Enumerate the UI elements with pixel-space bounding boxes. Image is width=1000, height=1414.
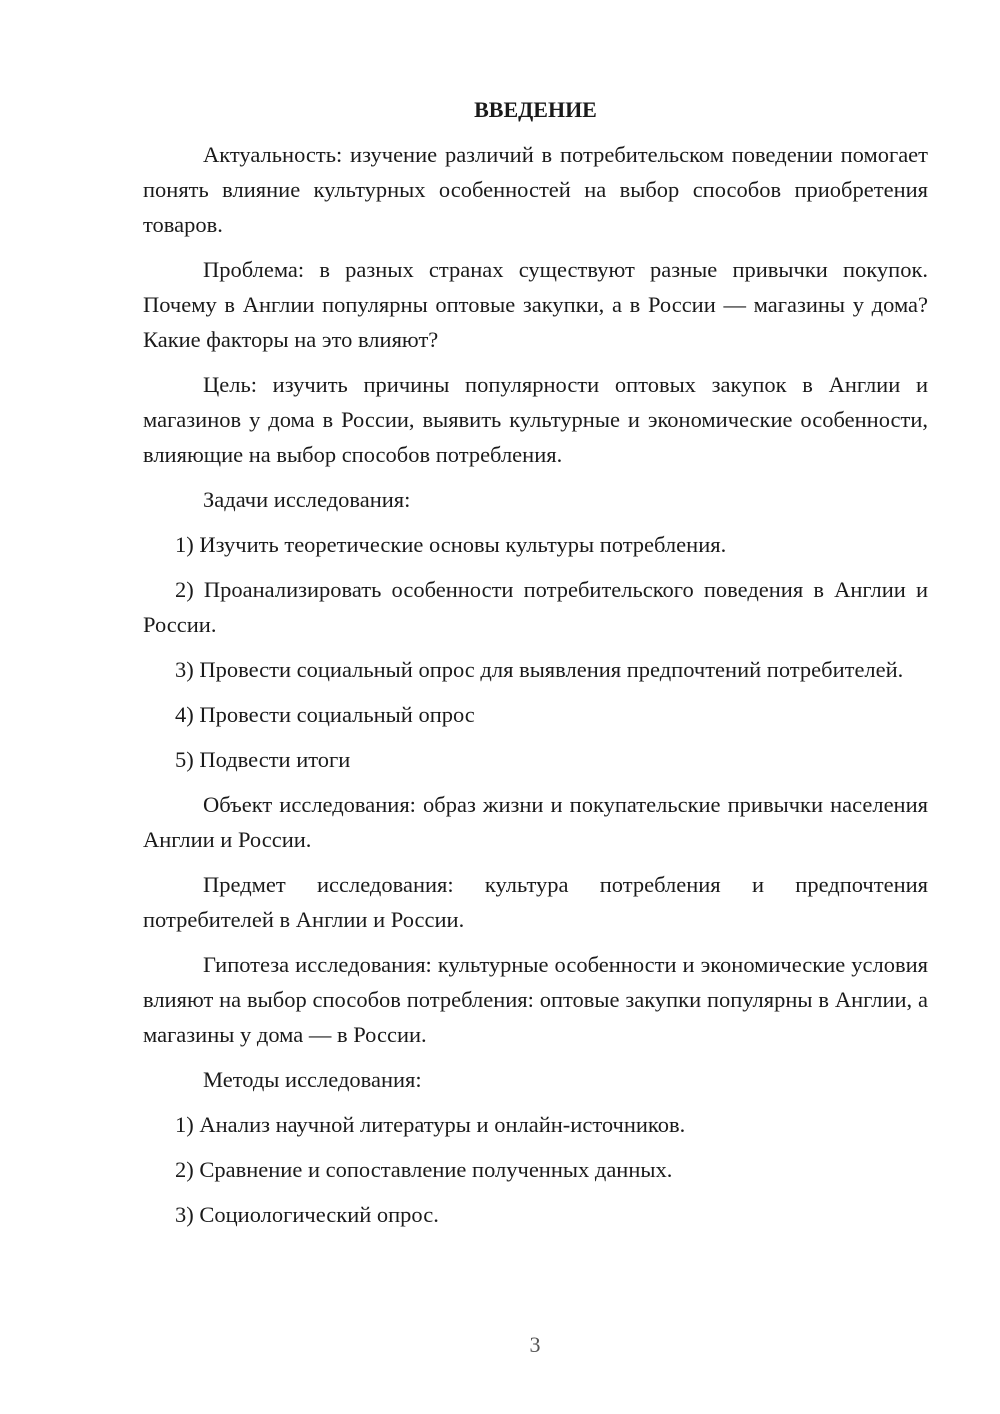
paragraph-subject: Предмет исследования: культура потребления и предпочтения потребителей в Англии и России. [143,872,928,932]
list-item-method-1: 1) Анализ научной литературы и онлайн-источников. [175,1112,686,1137]
list-item-task-5: 5) Подвести итоги [175,747,351,772]
list-item-method-3: 3) Социологический опрос. [175,1202,439,1227]
list-item-method-2: 2) Сравнение и сопоставление полученных данных. [175,1157,673,1182]
list-item-task-1: 1) Изучить теоретические основы культуры потребления. [175,532,727,557]
paragraph-methods-heading: Методы исследования: [203,1067,422,1092]
paragraph-problem: Проблема: в разных странах существуют разные привычки покупок. Почему в Англии популярны оптовые закупки, а в России — магазины у дома? Какие факторы на это влияют? [143,257,928,352]
page-number: 3 [529,1332,541,1357]
document-page [143,92,928,1242]
list-item-task-4: 4) Провести социальный опрос [175,702,475,727]
paragraph-object: Объект исследования: образ жизни и покупательские привычки населения Англии и России. [143,792,928,852]
list-item-task-3: 3) Провести социальный опрос для выявления предпочтений потребителей. [175,657,904,682]
paragraph-relevance: Актуальность: изучение различий в потребительском поведении помогает понять влияние культурных особенностей на выбор способов приобретения товаров. [143,142,928,237]
paragraph-hypothesis: Гипотеза исследования: культурные особенности и экономические условия влияют на выбор способов потребления: оптовые закупки популярны в Англии, а магазины у дома — в России. [143,952,928,1047]
section-title: ВВЕДЕНИЕ [474,97,597,122]
paragraph-goal: Цель: изучить причины популярности оптовых закупок в Англии и магазинов у дома в России, выявить культурные и экономические особенности, влияющие на выбор способов потребления. [143,372,928,467]
paragraph-tasks-heading: Задачи исследования: [203,487,411,512]
list-item-task-2: 2) Проанализировать особенности потребительского поведения в Англии и России. [143,577,928,637]
